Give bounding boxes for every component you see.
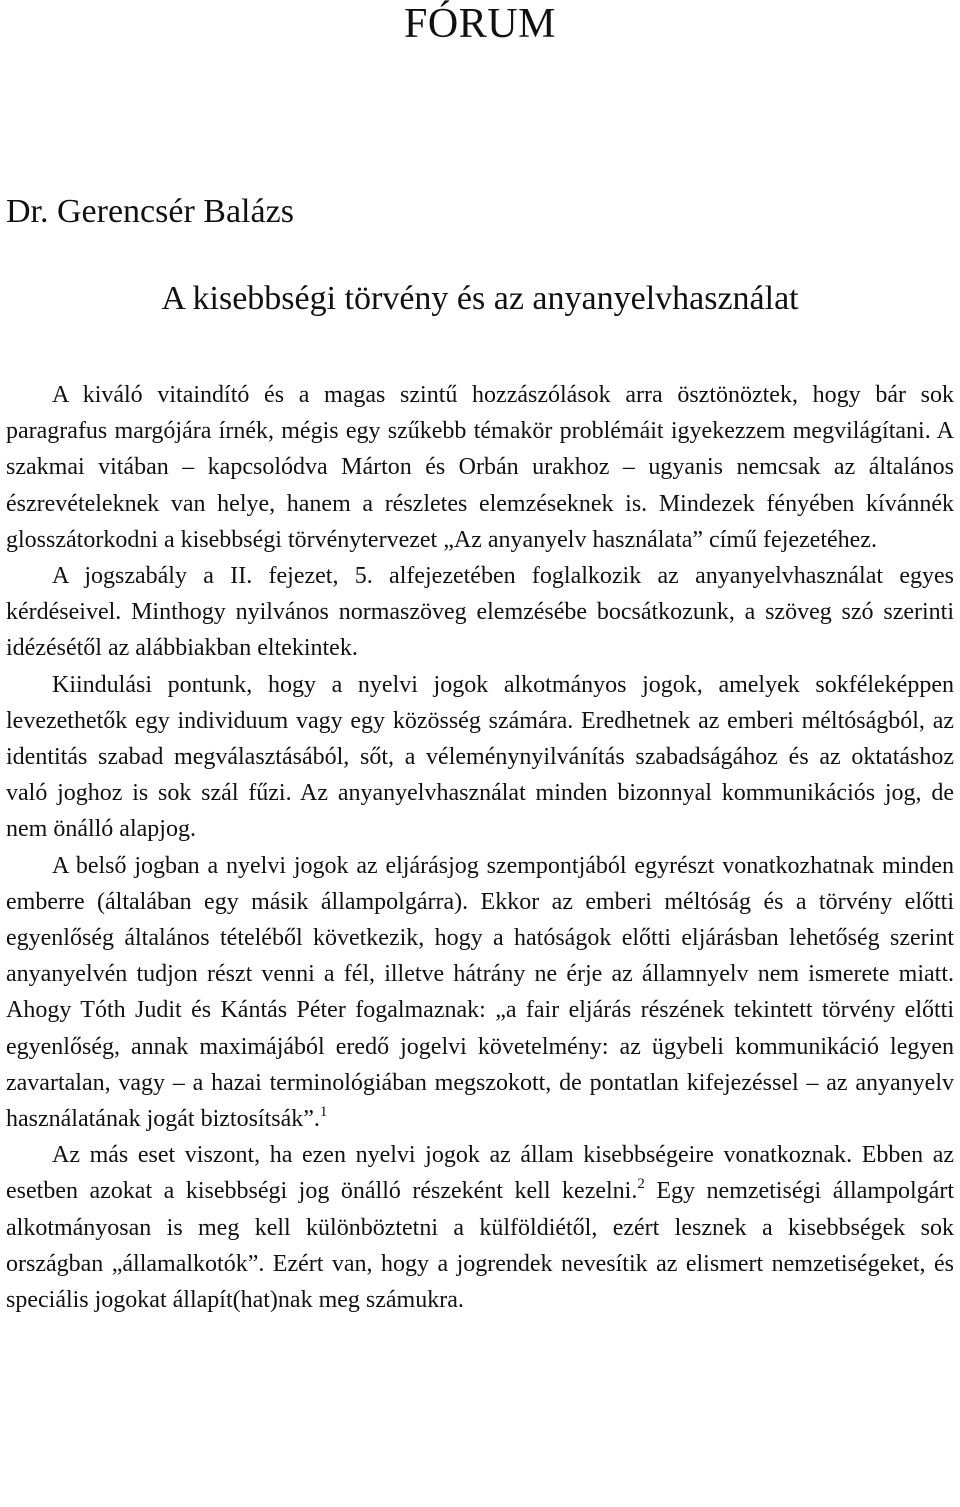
paragraph-3 (6, 667, 954, 848)
paragraph-text: A kiváló vitaindító és a magas szintű hozzászólások arra ösztönöztek, hogy bár sok paragrafus margójára írnék, mégis egy szűkebb témakör problémáit igyekezzem megvilágítani. A szakmai vitában – kapcsolódva Márton és Orbán urakhoz – ugyanis nemcsak az általános észrevételeknek van helye, hanem a részletes elemzéseknek is. Mindezek fényében kívánnék glosszátorkodni a kisebbségi törvénytervezet „Az anyanyelv használata” című fejezetéhez. (6, 382, 954, 553)
document-page (6, 0, 954, 1314)
section-header: FÓRUM (404, 1, 556, 47)
footnote-marker[interactable]: 2 (637, 1176, 645, 1193)
article-title: A kisebbségi törvény és az anyanyelvhasználat (161, 280, 799, 317)
paragraph-text: Egy nemzetiségi állampolgárt alkotmányosan is meg kell különböztetni a külföldiétől, ezért lesznek a kisebbségek sok országban „államalkotók”. Ezért van, hogy a jogrendek nevesítik az elismert nemzetiségeket, és speciális jogokat állapít(hat)nak meg számukra. (6, 1178, 954, 1314)
paragraph-text: A belső jogban a nyelvi jogok az eljárásjog szempontjából egyrészt vonatkozhatnak minden emberre (általában egy másik állampolgárra). Ekkor az emberi méltóság és a törvény előtti egyenlőség általános tételéből következik, hogy a hatóságok előtti eljárásban lehetőség szerint anyanyelvén tudjon részt venni a fél, illetve hátrány ne érje az államnyelv nem ismerete miatt. Ahogy Tóth Judit és Kántás Péter fogalmaznak: „a fair eljárás részének tekintett törvény előtti egyenlőség, annak maximájából eredő jogelvi követelmény: az ügybeli kommunikáció legyen zavartalan, vagy – a hazai terminológiában megszokott, de pontatlan kifejezéssel – az anyanyelv használatának jogát biztosítsák”. (6, 852, 954, 1133)
paragraph-2 (6, 558, 954, 667)
paragraph-text: Az más eset viszont, ha ezen nyelvi jogok az állam kisebbségeire vonatkoznak. Ebben az esetben azokat a kisebbségi jog önálló részeként kell kezelni. (6, 1142, 954, 1205)
paragraph-text: A jogszabály a II. fejezet, 5. alfejezetében foglalkozik az anyanyelvhasználat egyes kérdéseivel. Minthogy nyilvános normaszöveg elemzésébe bocsátkozunk, a szöveg szó szerinti idézésétől az alábbiakban eltekintek. (6, 563, 954, 662)
footnote-marker[interactable]: 1 (319, 1104, 328, 1121)
author-name: Dr. Gerencsér Balázs (6, 193, 294, 230)
article-body (6, 377, 954, 1318)
paragraph-5 (6, 1137, 954, 1318)
paragraph-4 (6, 848, 954, 1138)
paragraph-1 (6, 377, 954, 558)
paragraph-text: Kiindulási pontunk, hogy a nyelvi jogok alkotmányos jogok, amelyek sokféleképpen levezethetők egy individuum vagy egy közösség számára. Eredhetnek az emberi méltóságból, az identitás szabad megválasztásából, sőt, a véleménynyilvánítás szabadságához és az oktatáshoz való joghoz is sok szál fűzi. Az anyanyelvhasználat minden bizonnyal kommunikációs jog, de nem önálló alapjog. (6, 671, 954, 843)
